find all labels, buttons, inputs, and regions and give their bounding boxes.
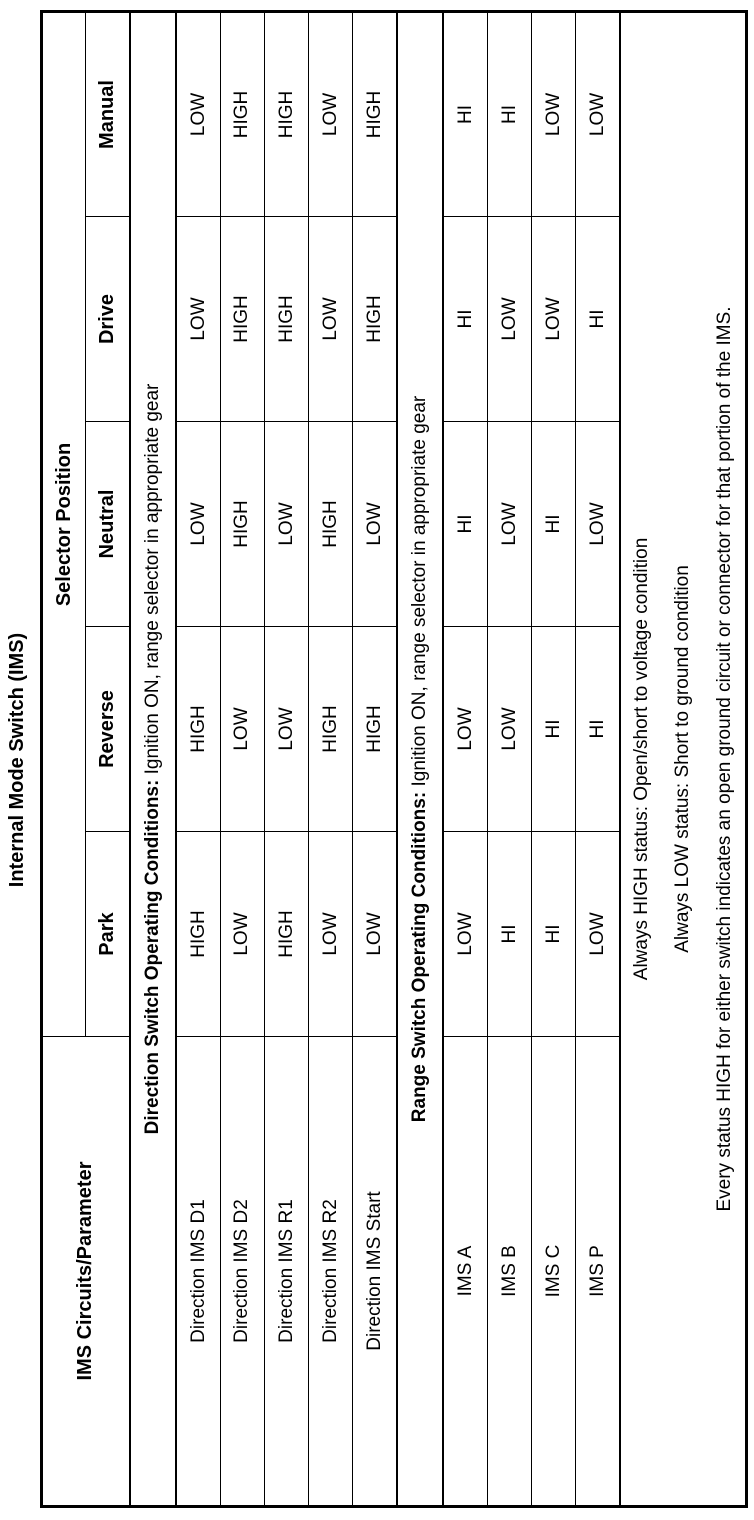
cell-value: HI: [532, 627, 576, 832]
cell-value: HIGH: [353, 217, 397, 422]
cell-value: HIGH: [176, 627, 220, 832]
param-name: IMS P: [576, 1037, 620, 1507]
table-row: [353, 11, 397, 1506]
cell-value: HIGH: [220, 11, 264, 216]
table-row: [220, 11, 264, 1506]
cell-value: LOW: [265, 422, 309, 627]
cell-value: HIGH: [309, 627, 353, 832]
header-col-neutral: Neutral: [86, 422, 130, 627]
cell-value: HI: [532, 832, 576, 1037]
header-param-label: IMS Circuits/Parameter: [42, 1037, 130, 1507]
cell-value: LOW: [443, 832, 487, 1037]
range-section-title: Range Switch Operating Conditions:: [409, 791, 431, 1123]
cell-value: LOW: [220, 627, 264, 832]
param-name: IMS A: [443, 1037, 487, 1507]
cell-value: LOW: [443, 627, 487, 832]
header-col-park: Park: [86, 832, 130, 1037]
cell-value: HI: [488, 832, 532, 1037]
note-every-status-high: Every status HIGH for either switch indicates an open ground circuit or connector for that portion of the IMS.: [713, 306, 735, 1212]
table-row: [576, 11, 620, 1506]
table-row: [176, 11, 220, 1506]
cell-value: LOW: [353, 832, 397, 1037]
cell-value: HI: [488, 11, 532, 216]
cell-value: HIGH: [176, 832, 220, 1037]
range-section-condition: Ignition ON, range selector in appropriate gear: [409, 395, 431, 787]
cell-value: HIGH: [220, 217, 264, 422]
header-col-reverse: Reverse: [86, 627, 130, 832]
cell-value: LOW: [532, 217, 576, 422]
table-row: [309, 11, 353, 1506]
param-name: IMS B: [488, 1037, 532, 1507]
param-name: IMS C: [532, 1037, 576, 1507]
cell-value: HIGH: [309, 422, 353, 627]
cell-value: LOW: [576, 832, 620, 1037]
cell-value: LOW: [576, 422, 620, 627]
cell-value: HI: [443, 422, 487, 627]
cell-value: LOW: [265, 627, 309, 832]
cell-value: HIGH: [353, 627, 397, 832]
direction-section-heading: [130, 11, 176, 1506]
table-row: [532, 11, 576, 1506]
cell-value: LOW: [488, 422, 532, 627]
cell-value: HIGH: [265, 217, 309, 422]
header-col-manual: Manual: [86, 11, 130, 216]
param-name: Direction IMS D2: [220, 1037, 264, 1507]
cell-value: LOW: [309, 832, 353, 1037]
cell-value: LOW: [220, 832, 264, 1037]
cell-value: LOW: [176, 422, 220, 627]
cell-value: LOW: [176, 11, 220, 216]
document-title: Internal Mode Switch (IMS): [6, 632, 28, 888]
header-col-drive: Drive: [86, 217, 130, 422]
range-section-heading: [397, 11, 443, 1506]
cell-value: HIGH: [220, 422, 264, 627]
cell-value: HIGH: [353, 11, 397, 216]
cell-value: LOW: [309, 217, 353, 422]
param-name: Direction IMS R2: [309, 1037, 353, 1507]
note-always-low: Always LOW status: Short to ground condition: [672, 565, 694, 953]
cell-value: LOW: [576, 11, 620, 216]
ims-table: [40, 10, 748, 1508]
table-row: [265, 11, 309, 1506]
cell-value: HIGH: [265, 11, 309, 216]
cell-value: HIGH: [265, 832, 309, 1037]
cell-value: LOW: [353, 422, 397, 627]
param-name: Direction IMS Start: [353, 1037, 397, 1507]
direction-section-title: Direction Switch Operating Conditions:: [142, 779, 164, 1135]
cell-value: LOW: [176, 217, 220, 422]
cell-value: LOW: [488, 627, 532, 832]
table-row: [488, 11, 532, 1506]
note-always-high: Always HIGH status: Open/short to voltage condition: [620, 11, 662, 1506]
cell-value: HI: [532, 422, 576, 627]
param-name: Direction IMS R1: [265, 1037, 309, 1507]
cell-value: LOW: [488, 217, 532, 422]
cell-value: HI: [576, 627, 620, 832]
table-row: [443, 11, 487, 1506]
direction-section-condition: Ignition ON, range selector in appropriate gear: [142, 383, 164, 775]
cell-value: LOW: [532, 11, 576, 216]
cell-value: LOW: [309, 11, 353, 216]
cell-value: HI: [443, 11, 487, 216]
header-selector-position: Selector Position: [42, 11, 86, 1036]
param-name: Direction IMS D1: [176, 1037, 220, 1507]
cell-value: HI: [576, 217, 620, 422]
cell-value: HI: [443, 217, 487, 422]
